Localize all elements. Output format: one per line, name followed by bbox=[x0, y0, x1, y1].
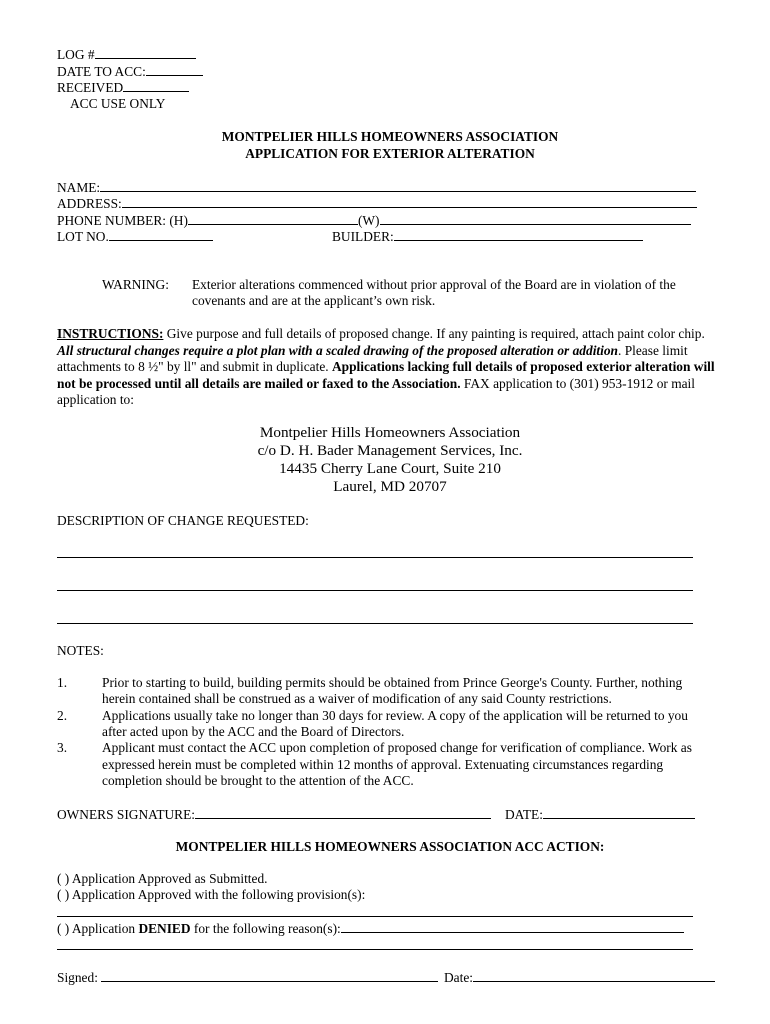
note-3-line2: expressed herein must be completed within 12 months of approval. Extenuating circumstances regarding bbox=[102, 757, 664, 772]
owner-signature-line bbox=[57, 806, 491, 824]
lot-number-line bbox=[57, 228, 213, 246]
date-to-acc-label: DATE TO ACC: bbox=[57, 64, 146, 79]
acc-use-only-label: ACC USE ONLY bbox=[70, 96, 166, 111]
instructions-text-3: . Please limit attachments to 8 ½" by ll" and submit in duplicate. bbox=[57, 342, 688, 374]
owner-signature-field[interactable] bbox=[195, 806, 491, 819]
log-number-field[interactable] bbox=[95, 46, 196, 59]
acc-date-line bbox=[444, 969, 715, 987]
denied-reason-field[interactable] bbox=[341, 920, 684, 933]
received-line bbox=[57, 79, 189, 97]
name-line bbox=[57, 179, 696, 197]
signed-field[interactable] bbox=[101, 969, 438, 982]
denied-reason-line-2[interactable] bbox=[57, 949, 693, 950]
form-title-line2: APPLICATION FOR EXTERIOR ALTERATION bbox=[245, 146, 535, 161]
received-label: RECEIVED bbox=[57, 80, 124, 95]
lot-number-label: LOT NO. bbox=[57, 229, 109, 244]
lot-number-field[interactable] bbox=[109, 228, 213, 241]
mail-address-line1: Montpelier Hills Homeowners Association bbox=[259, 424, 521, 441]
denied-prefix: ( ) Application bbox=[57, 921, 139, 936]
note-1-line1: Prior to starting to build, building permits should be obtained from Prince George's County. Further, nothing bbox=[102, 675, 683, 690]
address-label: ADDRESS: bbox=[57, 196, 122, 211]
approved-option[interactable]: ( ) Application Approved as Submitted. bbox=[57, 871, 268, 886]
acc-date-field[interactable] bbox=[473, 969, 715, 982]
acc-date-label: Date: bbox=[444, 970, 473, 985]
warning-text-line2: covenants and are at the applicant’s own risk. bbox=[192, 293, 436, 308]
owner-date-line bbox=[505, 806, 695, 824]
date-to-acc-field[interactable] bbox=[146, 63, 203, 76]
log-number-line bbox=[57, 46, 196, 64]
note-2-number: 2. bbox=[57, 708, 68, 723]
notes-label: NOTES: bbox=[57, 643, 104, 658]
phone-work-field[interactable] bbox=[380, 212, 691, 225]
note-3-number: 3. bbox=[57, 740, 68, 755]
builder-field[interactable] bbox=[394, 228, 643, 241]
note-3-line3: completion should be brought to the attention of the ACC. bbox=[102, 773, 414, 788]
owner-signature-label: OWNERS SIGNATURE: bbox=[57, 807, 195, 822]
denied-option[interactable] bbox=[57, 921, 341, 936]
phone-line bbox=[57, 212, 691, 230]
phone-work-label: (W) bbox=[357, 213, 380, 228]
received-field[interactable] bbox=[123, 79, 189, 92]
instructions-paragraph bbox=[57, 326, 720, 409]
owner-date-label: DATE: bbox=[505, 807, 543, 822]
instructions-structural-note: All structural changes require a plot plan with a scaled drawing of the proposed alteration or addition bbox=[57, 342, 618, 358]
description-line-2[interactable] bbox=[57, 590, 693, 591]
instructions-text-5: FAX application to (301) 953-1912 or mail application to: bbox=[57, 375, 695, 407]
date-to-acc-line bbox=[57, 63, 203, 81]
name-field[interactable] bbox=[100, 179, 696, 192]
owner-date-field[interactable] bbox=[543, 806, 695, 819]
phone-home-field[interactable] bbox=[188, 212, 358, 225]
description-label: DESCRIPTION OF CHANGE REQUESTED: bbox=[57, 513, 309, 528]
note-1-number: 1. bbox=[57, 675, 68, 690]
builder-line bbox=[332, 228, 643, 246]
log-label: LOG # bbox=[57, 47, 95, 62]
builder-label: BUILDER: bbox=[332, 229, 394, 244]
approved-with-provisions-option[interactable]: ( ) Application Approved with the following provision(s): bbox=[57, 887, 366, 902]
instructions-processing-note: Applications lacking full details of proposed exterior alteration will not be processed until all details are mailed or faxed to the Association. bbox=[57, 359, 715, 391]
mail-address-line4: Laurel, MD 20707 bbox=[333, 478, 447, 495]
warning-text-line1: Exterior alterations commenced without prior approval of the Board are in violation of the bbox=[192, 277, 676, 292]
phone-home-label: PHONE NUMBER: (H) bbox=[57, 213, 188, 228]
form-title-line1: MONTPELIER HILLS HOMEOWNERS ASSOCIATION bbox=[221, 129, 559, 144]
acc-action-title: MONTPELIER HILLS HOMEOWNERS ASSOCIATION ACC ACTION: bbox=[175, 839, 605, 854]
name-label: NAME: bbox=[57, 180, 101, 195]
note-2-line2: after acted upon by the ACC and the Board of Directors. bbox=[102, 724, 405, 739]
denied-suffix: for the following reason(s): bbox=[190, 921, 341, 936]
denied-line bbox=[57, 920, 684, 938]
description-line-1[interactable] bbox=[57, 557, 693, 558]
note-2-line1: Applications usually take no longer than 30 days for review. A copy of the application will be returned to you bbox=[102, 708, 688, 723]
description-line-3[interactable] bbox=[57, 623, 693, 624]
address-field[interactable] bbox=[122, 195, 697, 208]
instructions-label: INSTRUCTIONS: bbox=[57, 326, 164, 341]
warning-label: WARNING: bbox=[102, 277, 169, 292]
note-1-line2: herein contained shall be construed as a waiver of modification of any said County restrictions. bbox=[102, 691, 612, 706]
note-3-line1: Applicant must contact the ACC upon completion of proposed change for verification of compliance. Work as bbox=[102, 740, 692, 755]
signed-label: Signed: bbox=[57, 970, 102, 985]
provisions-line[interactable] bbox=[57, 916, 693, 917]
signed-line bbox=[57, 969, 438, 987]
address-line bbox=[57, 195, 697, 213]
mail-address-line3: 14435 Cherry Lane Court, Suite 210 bbox=[279, 460, 501, 477]
mail-address-line2: c/o D. H. Bader Management Services, Inc. bbox=[257, 442, 523, 459]
instructions-text-1: Give purpose and full details of proposed change. If any painting is required, attach paint color chip. bbox=[163, 326, 705, 341]
denied-keyword: DENIED bbox=[138, 921, 191, 936]
